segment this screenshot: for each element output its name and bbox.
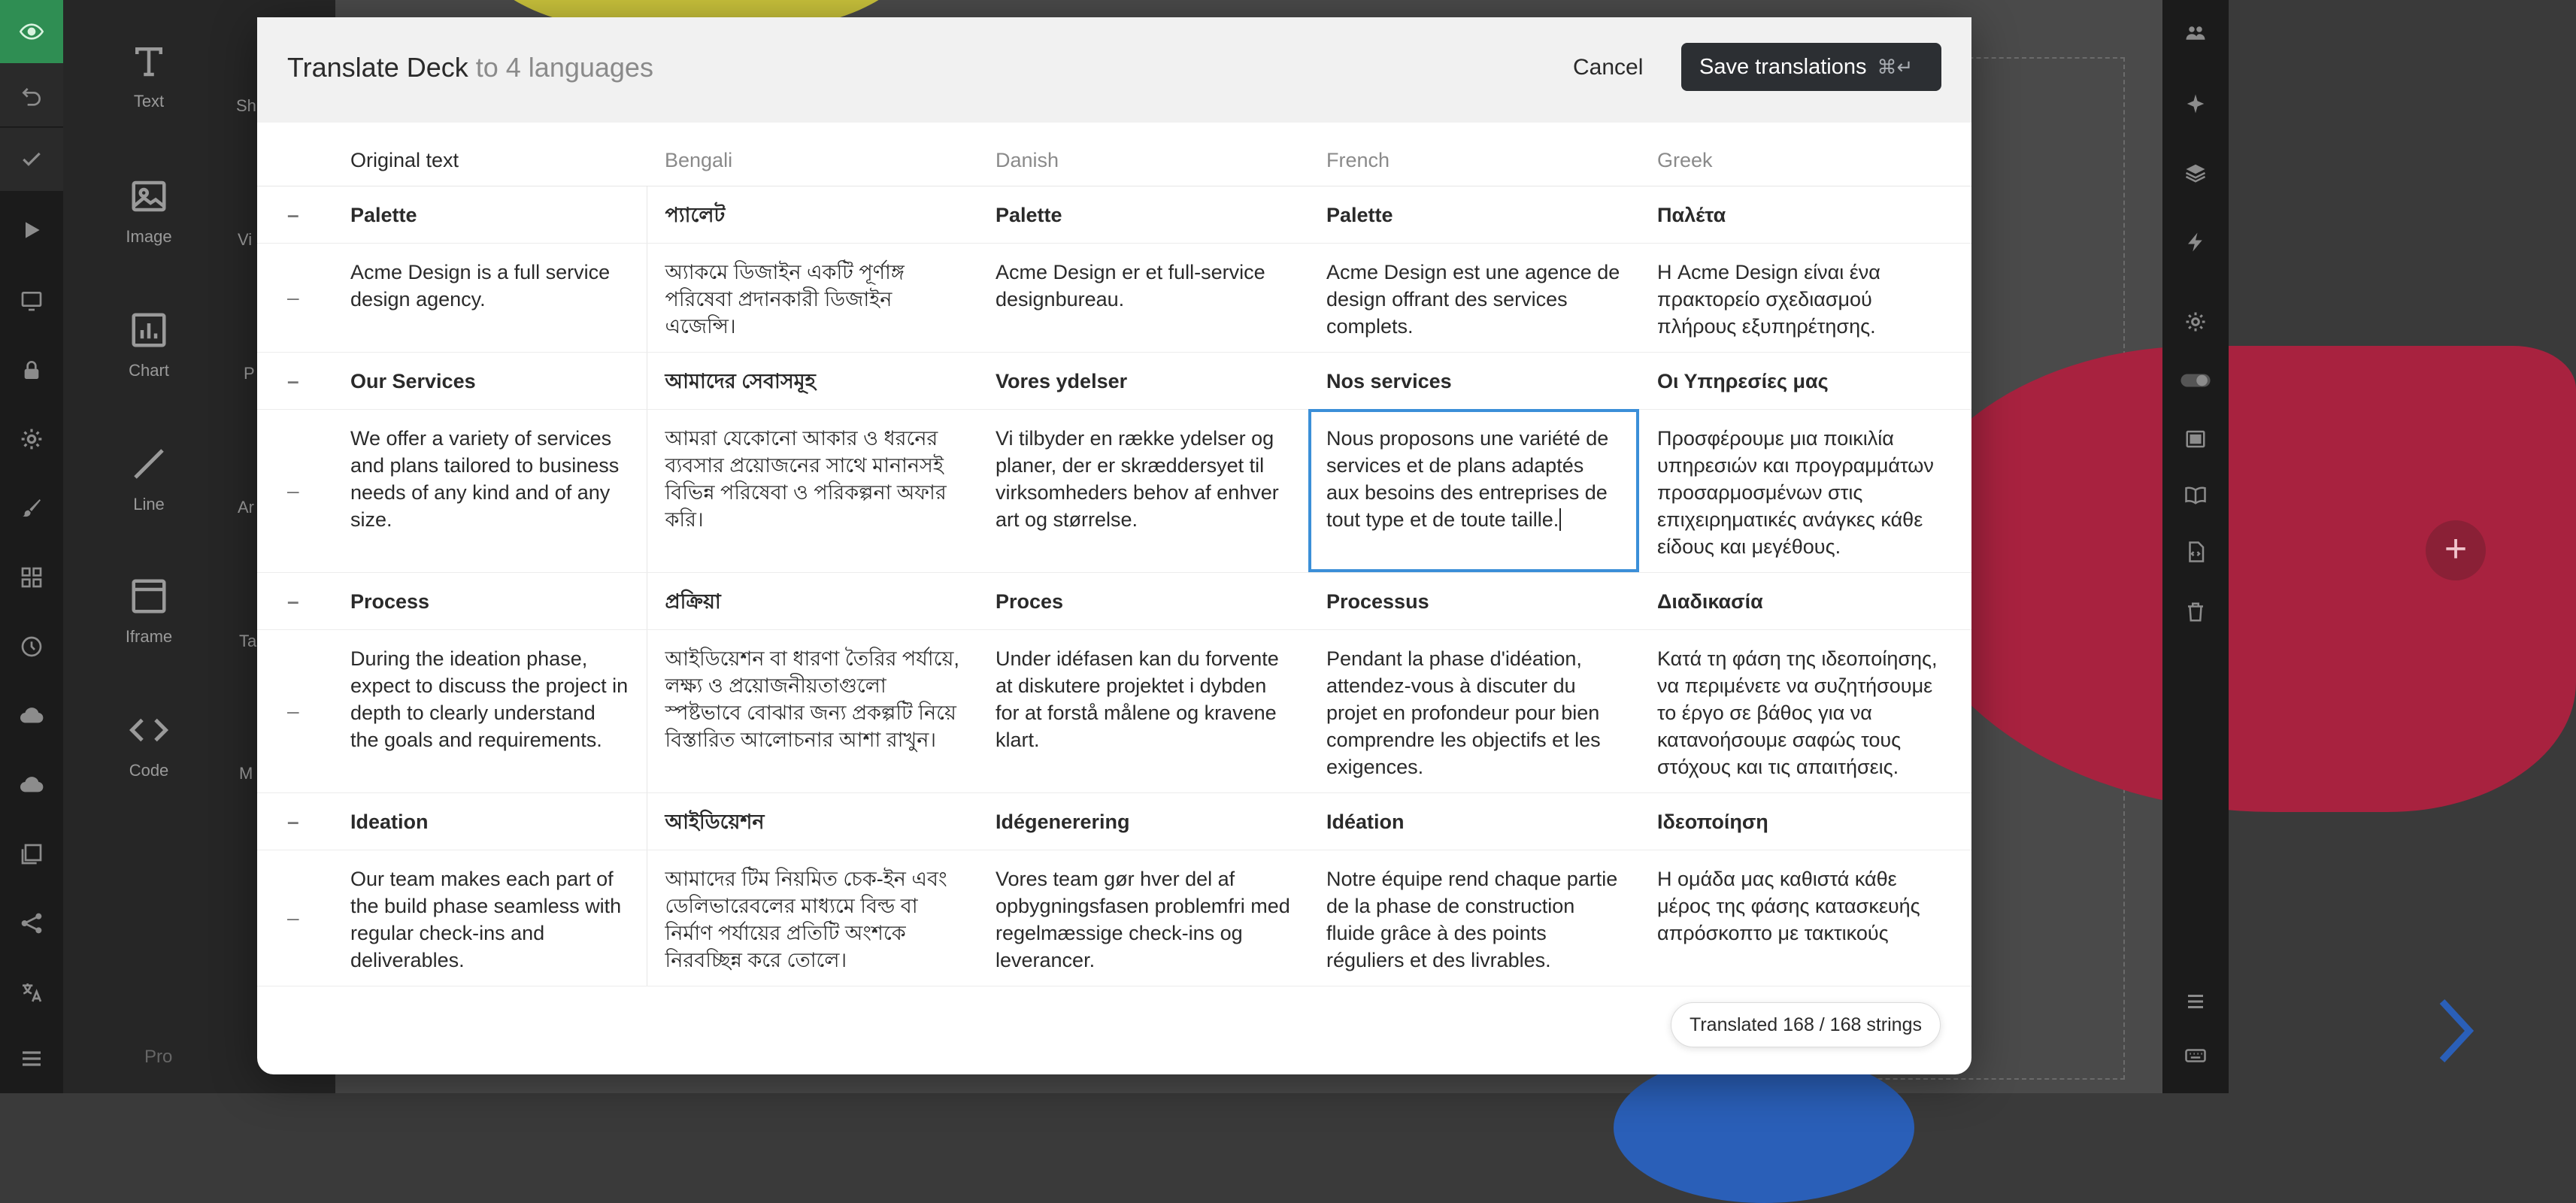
image-tool-label: Image bbox=[126, 227, 172, 246]
greek-cell[interactable]: Η ομάδα μας καθιστά κάθε μέρος της φάσης κατασκευής απρόσκοπτο με τακτικούς bbox=[1639, 850, 1971, 986]
french-cell-editing[interactable] bbox=[1308, 409, 1639, 572]
french-cell-text[interactable]: Nous proposons une variété de services et de plans adaptés aux besoins des entreprises de tout type et de toute taille. bbox=[1326, 426, 1609, 531]
chart-icon bbox=[129, 310, 169, 350]
translations-table bbox=[257, 123, 1971, 986]
gallery-icon[interactable] bbox=[0, 823, 63, 886]
table-header-row bbox=[257, 123, 1971, 186]
row-collapse-toggle[interactable]: – bbox=[257, 792, 332, 850]
chart-tool[interactable] bbox=[96, 302, 202, 415]
danish-cell[interactable]: Vores team gør hver del af opbygningsfasen problemfri med regelmæssige check-ins og leverancer. bbox=[977, 850, 1308, 986]
greek-cell[interactable]: Προσφέρουμε μια ποικιλία υπηρεσιών και προγραμμάτων προσαρμοσμένων στις επιχειρηματικές ανάγκες κάθε είδους και μεγέθους. bbox=[1639, 409, 1971, 572]
line-icon bbox=[129, 444, 169, 484]
french-cell[interactable]: Idéation bbox=[1308, 792, 1639, 850]
row-collapse-toggle[interactable]: – bbox=[257, 629, 332, 792]
french-cell[interactable]: Pendant la phase d'idéation, attendez-vous à discuter du projet en profondeur pour bien comprendre les objectifs et les exigences. bbox=[1308, 629, 1639, 792]
original-cell: Ideation bbox=[332, 792, 647, 850]
save-shortcut-hint: ⌘↵ bbox=[1877, 55, 1914, 78]
add-slide-button[interactable]: + bbox=[2426, 520, 2486, 580]
original-cell: Acme Design is a full service design agency. bbox=[332, 243, 647, 352]
danish-cell[interactable]: Palette bbox=[977, 186, 1308, 243]
p-tool-label[interactable]: P bbox=[244, 364, 255, 383]
iframe-icon bbox=[129, 576, 169, 617]
save-translations-label: Save translations bbox=[1699, 54, 1867, 79]
french-cell[interactable]: Processus bbox=[1308, 572, 1639, 629]
original-cell: Our team makes each part of the build phase seamless with regular check-ins and deliverables. bbox=[332, 850, 647, 986]
text-tool-label: Text bbox=[133, 92, 165, 111]
greek-cell[interactable]: Παλέτα bbox=[1639, 186, 1971, 243]
trash-icon[interactable] bbox=[2162, 589, 2229, 635]
translate-icon[interactable] bbox=[0, 961, 63, 1024]
modal-header bbox=[257, 17, 1971, 123]
bengali-cell[interactable]: প্যালেট bbox=[647, 186, 977, 243]
preview-eye-icon[interactable] bbox=[0, 0, 63, 63]
arrow-tool-label[interactable]: Ar bbox=[238, 498, 254, 517]
bengali-cell[interactable]: আইডিয়েশন bbox=[647, 792, 977, 850]
left-rail bbox=[0, 0, 63, 1093]
pro-label[interactable]: Pro bbox=[144, 1047, 173, 1067]
cloud-download-icon[interactable] bbox=[0, 753, 63, 817]
table-row bbox=[257, 792, 1971, 850]
table-row bbox=[257, 629, 1971, 792]
text-icon bbox=[129, 41, 169, 81]
header-original-text: Original text bbox=[332, 123, 647, 186]
check-icon[interactable] bbox=[0, 128, 63, 191]
bengali-cell[interactable]: আমাদের সেবাসমূহ bbox=[647, 352, 977, 409]
original-cell: Process bbox=[332, 572, 647, 629]
iframe-tool-label: Iframe bbox=[125, 627, 173, 646]
table-row bbox=[257, 850, 1971, 986]
greek-cell[interactable]: Διαδικασία bbox=[1639, 572, 1971, 629]
collaborators-icon[interactable] bbox=[2162, 11, 2229, 56]
line-tool-label: Line bbox=[133, 495, 165, 514]
original-cell: We offer a variety of services and plans tailored to business needs of any kind and of any size. bbox=[332, 409, 647, 572]
french-cell[interactable]: Notre équipe rend chaque partie de la phase de construction fluide grâce à des points réguliers et des livrables. bbox=[1308, 850, 1639, 986]
cloud-upload-icon[interactable] bbox=[0, 684, 63, 747]
toggle-header bbox=[257, 123, 332, 186]
header-bengali: Bengali bbox=[647, 123, 977, 186]
bolt-icon[interactable] bbox=[2162, 220, 2229, 265]
translate-deck-modal bbox=[257, 17, 1971, 1074]
greek-cell[interactable]: Οι Υπηρεσίες μας bbox=[1639, 352, 1971, 409]
original-cell: Our Services bbox=[332, 352, 647, 409]
history-icon[interactable] bbox=[0, 615, 63, 678]
modal-title bbox=[287, 52, 653, 83]
row-collapse-toggle[interactable]: – bbox=[257, 572, 332, 629]
undo-icon[interactable] bbox=[0, 63, 63, 126]
more-options-icon[interactable] bbox=[2162, 979, 2229, 1024]
danish-cell[interactable]: Idégenerering bbox=[977, 792, 1308, 850]
image-tool[interactable] bbox=[96, 168, 202, 281]
danish-cell[interactable]: Under idéfasen kan du forvente at diskutere projektet i dybden for at forstå målene og kravene klart. bbox=[977, 629, 1308, 792]
toggle-icon[interactable] bbox=[2162, 358, 2229, 403]
cancel-button[interactable]: Cancel bbox=[1573, 55, 1644, 80]
french-cell[interactable]: Palette bbox=[1308, 186, 1639, 243]
next-slide-chevron-icon[interactable] bbox=[2433, 997, 2478, 1065]
table-tool-label[interactable]: Ta bbox=[239, 632, 257, 650]
text-caret bbox=[1559, 508, 1561, 531]
table-row bbox=[257, 186, 1971, 243]
play-icon[interactable] bbox=[0, 198, 63, 262]
header-greek: Greek bbox=[1639, 123, 1971, 186]
french-cell[interactable]: Acme Design est une agence de design offrant des services complets. bbox=[1308, 243, 1639, 352]
slide-layout-icon[interactable] bbox=[2162, 417, 2229, 462]
m-tool-label[interactable]: M bbox=[239, 764, 253, 783]
translations-table-scroll[interactable] bbox=[257, 123, 1971, 1074]
brush-icon[interactable] bbox=[0, 477, 63, 540]
image-icon bbox=[129, 176, 169, 217]
modal-title-main: Translate Deck bbox=[287, 52, 468, 83]
layers-icon[interactable] bbox=[2162, 150, 2229, 195]
row-collapse-toggle[interactable]: – bbox=[257, 352, 332, 409]
header-danish: Danish bbox=[977, 123, 1308, 186]
danish-cell[interactable]: Vi tilbyder en række ydelser og planer, der er skræddersyet til virksomheders behov af enhver art og størrelse. bbox=[977, 409, 1308, 572]
menu-icon[interactable] bbox=[0, 1027, 63, 1090]
header-french: French bbox=[1308, 123, 1639, 186]
greek-cell[interactable]: Κατά τη φάση της ιδεοποίησης, να περιμένετε να συζητήσουμε το έργο σε βάθος για να κατανοήσουμε σαφώς τους στόχους και τις απαιτήσεις. bbox=[1639, 629, 1971, 792]
lock-icon[interactable] bbox=[0, 338, 63, 402]
danish-cell[interactable]: Vores ydelser bbox=[977, 352, 1308, 409]
grid-icon[interactable] bbox=[0, 546, 63, 609]
sparkle-icon[interactable] bbox=[2162, 81, 2229, 126]
row-collapse-toggle[interactable]: – bbox=[257, 186, 332, 243]
chart-tool-label: Chart bbox=[129, 361, 169, 380]
book-icon[interactable] bbox=[2162, 472, 2229, 517]
save-translations-button[interactable] bbox=[1681, 43, 1941, 91]
code-tool[interactable] bbox=[96, 702, 202, 815]
row-collapse-toggle[interactable]: – bbox=[257, 243, 332, 352]
video-tool-label[interactable]: Vi bbox=[238, 230, 253, 249]
monitor-icon[interactable] bbox=[0, 269, 63, 332]
bengali-cell[interactable]: প্রক্রিয়া bbox=[647, 572, 977, 629]
slide-shape-blue bbox=[1614, 1053, 1914, 1203]
bengali-cell[interactable]: আমাদের টিম নিয়মিত চেক-ইন এবং ডেলিভারেবলের মাধ্যমে বিল্ড বা নির্মাণ পর্যায়ের প্রতিটি অংশকে নিরবচ্ছিন্ন করে তোলে। bbox=[647, 850, 977, 986]
table-row bbox=[257, 243, 1971, 352]
share-icon[interactable] bbox=[0, 892, 63, 955]
original-cell: During the ideation phase, expect to discuss the project in depth to clearly understand the goals and requirements. bbox=[332, 629, 647, 792]
bengali-cell[interactable]: আমরা যেকোনো আকার ও ধরনের ব্যবসার প্রয়োজনের সাথে মানানসই বিভিন্ন পরিষেবা ও পরিকল্পনা অফার করি। bbox=[647, 409, 977, 572]
table-row bbox=[257, 409, 1971, 572]
keyboard-icon[interactable] bbox=[2162, 1033, 2229, 1078]
settings-gear-icon[interactable] bbox=[2162, 299, 2229, 344]
danish-cell[interactable]: Acme Design er et full-service designbureau. bbox=[977, 243, 1308, 352]
bengali-cell[interactable]: আইডিয়েশন বা ধারণা তৈরির পর্যায়ে, লক্ষ্য ও প্রয়োজনীয়তাগুলো স্পষ্টভাবে বোঝার জন্য প্রকল্পটি নিয়ে বিস্তারিত আলোচনার আশা রাখুন। bbox=[647, 629, 977, 792]
code-file-icon[interactable] bbox=[2162, 529, 2229, 574]
shape-tool-label[interactable]: Sh bbox=[236, 96, 256, 115]
greek-cell[interactable]: Η Acme Design είναι ένα πρακτορείο σχεδιασμού πλήρους εξυπηρέτησης. bbox=[1639, 243, 1971, 352]
row-collapse-toggle[interactable]: – bbox=[257, 850, 332, 986]
table-row bbox=[257, 352, 1971, 409]
french-cell[interactable]: Nos services bbox=[1308, 352, 1639, 409]
row-collapse-toggle[interactable]: – bbox=[257, 409, 332, 572]
text-tool[interactable] bbox=[96, 33, 202, 146]
code-tool-label: Code bbox=[129, 761, 169, 780]
gear-icon[interactable] bbox=[0, 408, 63, 471]
original-cell: Palette bbox=[332, 186, 647, 243]
code-icon bbox=[129, 710, 169, 750]
modal-title-subtitle: to 4 languages bbox=[468, 52, 653, 83]
danish-cell[interactable]: Proces bbox=[977, 572, 1308, 629]
bengali-cell[interactable]: অ্যাকমে ডিজাইন একটি পূর্ণাঙ্গ পরিষেবা প্রদানকারী ডিজাইন এজেন্সি। bbox=[647, 243, 977, 352]
translation-status-badge: Translated 168 / 168 strings bbox=[1671, 1002, 1941, 1047]
iframe-tool[interactable] bbox=[96, 568, 202, 681]
line-tool[interactable] bbox=[96, 436, 202, 549]
right-rail bbox=[2162, 0, 2229, 1093]
greek-cell[interactable]: Ιδεοποίηση bbox=[1639, 792, 1971, 850]
table-row bbox=[257, 572, 1971, 629]
